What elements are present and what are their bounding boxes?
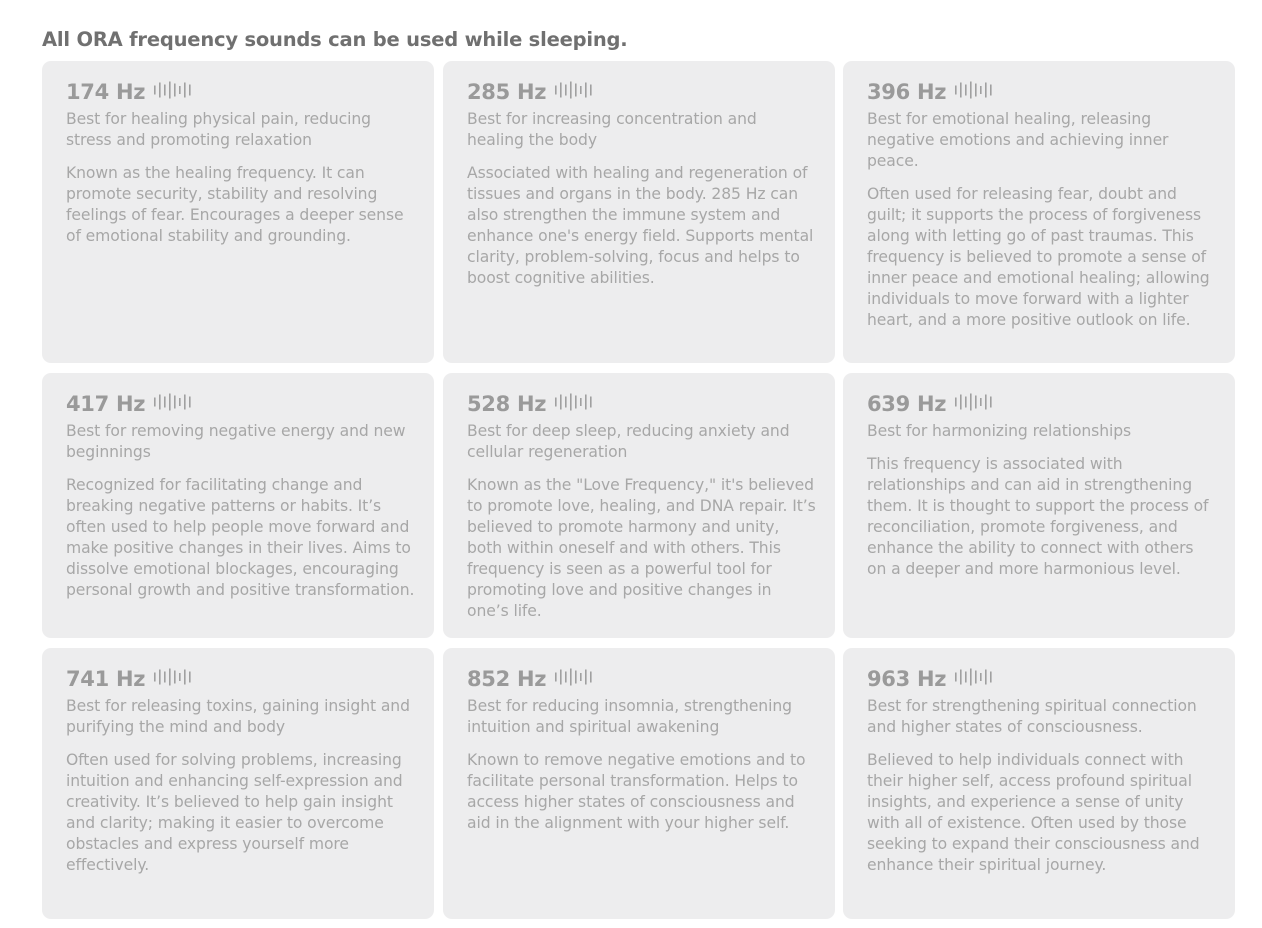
- frequency-header: [867, 389, 1217, 419]
- sound-wave-icon: [954, 668, 996, 690]
- frequency-description: Known as the healing frequency. It can promote security, stability and resolving feelings of fear. Encourages a deeper sense of emotional stability and grounding.: [66, 164, 404, 245]
- frequency-value: 174 Hz: [66, 80, 146, 104]
- frequency-header: [467, 389, 817, 419]
- frequency-header: [66, 664, 416, 694]
- sound-wave-icon: [554, 668, 596, 690]
- frequency-value: 528 Hz: [467, 392, 547, 416]
- frequency-card-741: [42, 648, 434, 919]
- frequency-header: [66, 77, 416, 107]
- frequency-card-639: [843, 373, 1235, 638]
- frequency-summary: Best for harmonizing relationships: [867, 422, 1132, 440]
- frequency-description: This frequency is associated with relationships and can aid in strengthening them. It is thought to support the process of reconciliation, promote forgiveness, and enhance the ability to connect with others on a deeper and more harmonious level.: [867, 455, 1209, 578]
- frequency-value: 741 Hz: [66, 667, 146, 691]
- frequency-summary: Best for emotional healing, releasing negative emotions and achieving inner peace.: [867, 110, 1169, 170]
- frequency-description: Believed to help individuals connect with their higher self, access profound spiritual insights, and experience a sense of unity with all of existence. Often used by those seeking to expand their consciousness and enhance their spiritual journey.: [867, 751, 1200, 874]
- frequency-description: Known as the "Love Frequency," it's believed to promote love, healing, and DNA repair. It’s believed to promote harmony and unity, both within oneself and with others. This frequency is seen as a powerful tool for promoting love and positive changes in one’s life.: [467, 476, 816, 620]
- frequency-summary: Best for deep sleep, reducing anxiety and cellular regeneration: [467, 422, 790, 461]
- frequency-value: 852 Hz: [467, 667, 547, 691]
- frequency-card-852: [443, 648, 835, 919]
- frequency-value: 285 Hz: [467, 80, 547, 104]
- frequency-card-285: [443, 61, 835, 363]
- frequency-description: Often used for releasing fear, doubt and guilt; it supports the process of forgiveness along with letting go of past traumas. This frequency is believed to promote a sense of inner peace and emotional healing; allowing individuals to move forward with a lighter heart, and a more positive outlook on life.: [867, 185, 1210, 329]
- sound-wave-icon: [153, 393, 195, 415]
- frequency-header: [867, 77, 1217, 107]
- sound-wave-icon: [954, 393, 996, 415]
- frequency-description: Known to remove negative emotions and to facilitate personal transformation. Helps to access higher states of consciousness and aid in the alignment with your higher self.: [467, 751, 806, 832]
- frequency-value: 639 Hz: [867, 392, 947, 416]
- page-title: All ORA frequency sounds can be used while sleeping.: [42, 28, 628, 51]
- frequency-card-174: [42, 61, 434, 363]
- frequency-summary: Best for healing physical pain, reducing stress and promoting relaxation: [66, 110, 371, 149]
- frequency-card-528: [443, 373, 835, 638]
- frequency-card-417: [42, 373, 434, 638]
- frequency-summary: Best for releasing toxins, gaining insight and purifying the mind and body: [66, 697, 410, 736]
- frequency-card-396: [843, 61, 1235, 363]
- frequency-header: [467, 77, 817, 107]
- frequency-description: Often used for solving problems, increasing intuition and enhancing self-expression and creativity. It’s believed to help gain insight and clarity; making it easier to overcome obstacles and express yourself more effectively.: [66, 751, 403, 874]
- frequency-description: Recognized for facilitating change and breaking negative patterns or habits. It’s often used to help people move forward and make positive changes in their lives. Aims to dissolve emotional blockages, encouraging personal growth and positive transformation.: [66, 476, 415, 599]
- frequency-value: 417 Hz: [66, 392, 146, 416]
- sound-wave-icon: [153, 81, 195, 103]
- sound-wave-icon: [954, 81, 996, 103]
- frequency-summary: Best for increasing concentration and healing the body: [467, 110, 757, 149]
- sound-wave-icon: [554, 393, 596, 415]
- frequency-header: [467, 664, 817, 694]
- frequency-header: [66, 389, 416, 419]
- sound-wave-icon: [153, 668, 195, 690]
- frequency-summary: Best for reducing insomnia, strengthening intuition and spiritual awakening: [467, 697, 792, 736]
- frequency-value: 963 Hz: [867, 667, 947, 691]
- frequency-card-963: [843, 648, 1235, 919]
- frequency-summary: Best for strengthening spiritual connection and higher states of consciousness.: [867, 697, 1197, 736]
- frequency-description: Associated with healing and regeneration of tissues and organs in the body. 285 Hz can also strengthen the immune system and enhance one's energy field. Supports mental clarity, problem-solving, focus and helps to boost cognitive abilities.: [467, 164, 814, 287]
- frequency-header: [867, 664, 1217, 694]
- frequency-summary: Best for removing negative energy and new beginnings: [66, 422, 406, 461]
- sound-wave-icon: [554, 81, 596, 103]
- frequency-value: 396 Hz: [867, 80, 947, 104]
